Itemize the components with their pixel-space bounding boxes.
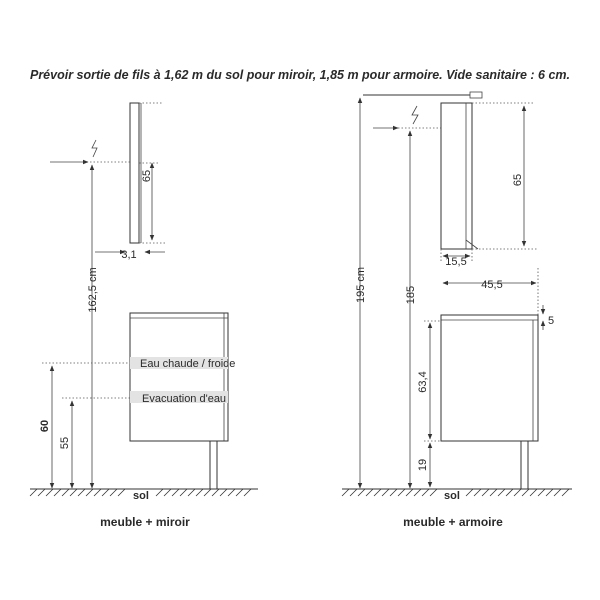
vanity-height-label: 63,4 — [417, 371, 429, 393]
diagram-title: Prévoir sortie de fils à 1,62 m du sol pour miroir, 1,85 m pour armoire. Vide sanitaire : 6 cm. — [29, 68, 571, 82]
water-supply-label: Eau chaude / froide — [140, 358, 236, 370]
cabinet-height-label: 65 — [512, 173, 524, 187]
mirror-height-label: 65 — [141, 169, 153, 183]
right-caption: meuble + armoire — [403, 515, 503, 529]
floor-label-right: sol — [444, 490, 460, 502]
lightning-icon — [92, 140, 97, 157]
total-height-label: 195 cm — [355, 266, 367, 304]
cabinet-depth-label: 15,5 — [445, 256, 467, 268]
drain-label: Evacuation d'eau — [142, 393, 227, 405]
vanity-cabinet-right — [441, 315, 538, 441]
drain-height-label: 55 — [59, 436, 71, 450]
mirror-panel — [130, 103, 139, 243]
mirror-cabinet — [441, 103, 472, 249]
mirror-depth-label: 3,1 — [121, 249, 137, 261]
leg-height-label: 19 — [417, 458, 429, 472]
vanity-depth-label: 45,5 — [481, 279, 503, 291]
left-drawing — [30, 103, 258, 529]
water-height-label: 60 — [39, 419, 51, 433]
vanity-cabinet — [130, 313, 228, 441]
left-caption: meuble + miroir — [100, 515, 190, 529]
top-thickness-label: 5 — [548, 315, 555, 327]
right-drawing — [342, 92, 572, 529]
outlet-height-label: 162,5 cm — [87, 267, 99, 313]
floor-label: sol — [133, 490, 149, 502]
lightning-icon-right — [412, 106, 418, 124]
outlet-height-label-right: 185 — [405, 285, 417, 305]
